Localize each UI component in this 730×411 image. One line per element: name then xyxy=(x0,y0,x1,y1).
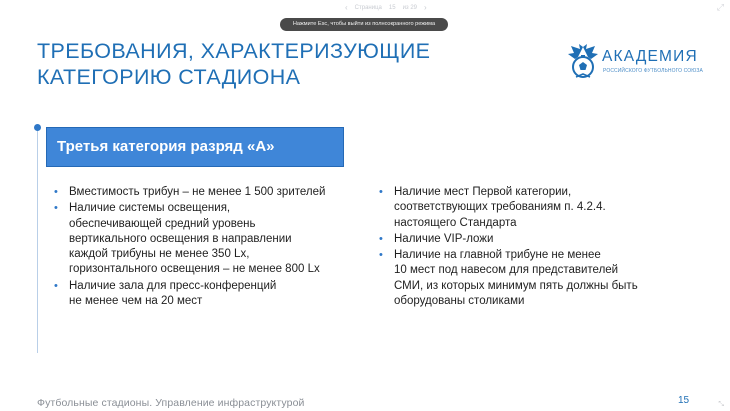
list-item-line: настоящего Стандарта xyxy=(394,216,517,229)
left-requirements-list xyxy=(53,185,363,310)
footer-text: Футбольные стадионы. Управление инфраструктурой xyxy=(37,397,305,409)
page-number: 15 xyxy=(678,395,690,406)
bullet-icon: • xyxy=(379,186,383,198)
list-item xyxy=(53,279,363,310)
esc-tooltip: Нажмите Esc, чтобы выйти из полноэкранного режима xyxy=(280,18,448,31)
list-item-line: каждой трибуны не менее 350 Lx, xyxy=(69,248,250,261)
list-item-line: оборудованы столиками xyxy=(394,295,525,308)
fullscreen-icon[interactable]: ⤢ xyxy=(716,2,724,12)
bullet-icon: • xyxy=(54,186,58,198)
list-item-line: СМИ, из которых минимум пять должны быть xyxy=(394,279,638,292)
list-item-line: 10 мест под навесом для представителей xyxy=(394,264,619,277)
list-item-line: Наличие мест Первой категории, xyxy=(394,186,572,198)
logo-name: АКАДЕМИЯ xyxy=(602,48,698,65)
list-item-line: Наличие системы освещения, xyxy=(69,202,231,215)
total-pages: из 29 xyxy=(402,4,418,11)
list-item-line: не менее чем на 20 мест xyxy=(69,295,203,308)
next-page-icon[interactable]: › xyxy=(424,3,427,12)
vertical-rule xyxy=(37,128,38,353)
logo-subtitle: РОССИЙСКОГО ФУТБОЛЬНОГО СОЮЗА xyxy=(603,68,703,74)
list-item-line: вертикального освещения в направлении xyxy=(69,232,292,245)
list-item-line: соответствующих требованиям п. 4.2.4. xyxy=(394,201,606,214)
pager-label: Страница xyxy=(354,4,382,11)
list-item xyxy=(378,248,678,309)
category-label: Третья категория разряд «А» xyxy=(57,138,275,155)
double-eagle-ball-icon xyxy=(567,43,599,81)
prev-page-icon[interactable]: ‹ xyxy=(345,3,348,12)
timeline-dot xyxy=(34,124,41,131)
list-item xyxy=(378,185,678,231)
list-item-line: Наличие на главной трибуне не менее xyxy=(394,249,601,262)
bullet-icon: • xyxy=(54,202,58,215)
list-item-line: Наличие зала для пресс-конференций xyxy=(69,279,277,292)
list-item-line: Наличие VIP-ложи xyxy=(394,232,494,245)
academy-logo xyxy=(567,43,703,83)
list-item-line: горизонтального освещения – не менее 800 Lx xyxy=(69,263,320,276)
bullet-icon: • xyxy=(54,279,58,292)
slide-corner-icon: ⤡ xyxy=(718,401,724,408)
slide-title xyxy=(37,38,430,90)
list-item-line: Вместимость трибун – не менее 1 500 зрителей xyxy=(69,186,326,198)
bullet-icon: • xyxy=(379,249,383,262)
list-item-line: обеспечивающей средний уровень xyxy=(69,217,256,230)
slide-title-line1: ТРЕБОВАНИЯ, ХАРАКТЕРИЗУЮЩИЕ xyxy=(37,39,431,63)
bullet-icon: • xyxy=(379,232,383,245)
current-page-input[interactable]: 15 xyxy=(388,4,396,11)
slide-title-line2: КАТЕГОРИЮ СТАДИОНА xyxy=(37,65,301,89)
right-requirements-list xyxy=(378,185,678,310)
pager xyxy=(345,3,427,12)
list-item xyxy=(378,232,678,247)
list-item xyxy=(53,185,363,200)
category-banner xyxy=(46,127,344,167)
list-item xyxy=(53,201,363,277)
